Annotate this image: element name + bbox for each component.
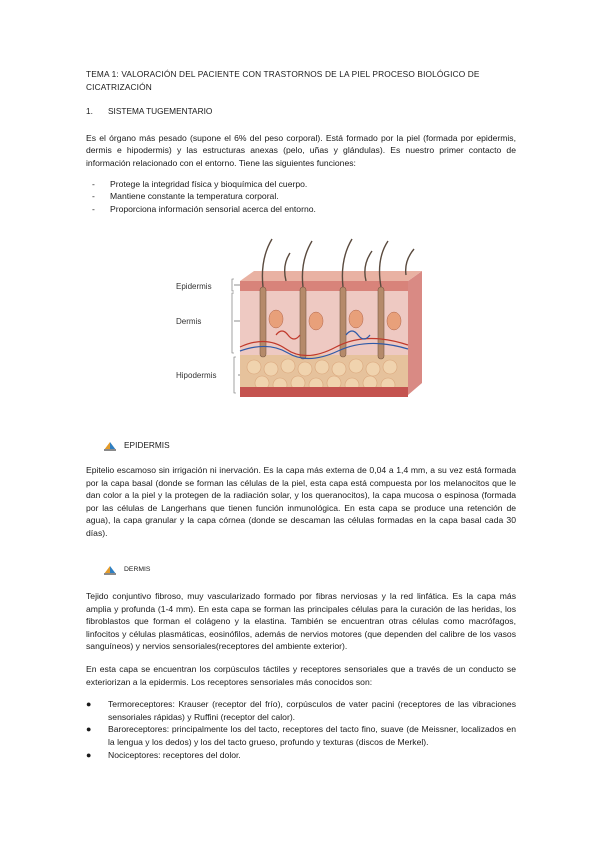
list-item [86, 723, 516, 748]
list-item [86, 749, 516, 762]
dermis-paragraph: Tejido conjuntivo fibroso, muy vascularizado formado por fibras nerviosas y la red linfática. Es la capa más amplia y profunda (1-4 mm). En esta capa se forman las principales células para la curación de las heridas, los fibroblastos que forman el colágeno y la elastina. También se encuentran otras células como macrófagos, linfocitos y células plasmáticas, eosinófilos, además de nervios motores (que dependen del calibre de los vasos sanguíneos) y nervios sensoriales(receptores del ambiente exterior). [86, 591, 516, 652]
epidermis-heading: EPIDERMIS [124, 440, 170, 451]
section-heading-epidermis [104, 439, 516, 452]
block-side [408, 271, 422, 395]
dash-mark: - [92, 203, 95, 214]
bullet-mark: ● [86, 749, 92, 760]
skin-diagram [176, 235, 436, 415]
list-item [86, 203, 516, 216]
muscle-band [240, 387, 408, 397]
dermis-heading: DERMIS [124, 565, 151, 573]
list-item-text: Nociceptores: receptores del dolor. [108, 749, 241, 760]
label-hipodermis: Hipodermis [176, 371, 217, 381]
label-epidermis: Epidermis [176, 282, 212, 292]
list-item-text: Termoreceptores: Krauser (receptor del frío), corpúsculos de vater pacini (receptores de las vibraciones sensoriales rápidas) y Ruffini (receptor del calor). [108, 699, 516, 722]
intro-paragraph: Es el órgano más pesado (supone el 6% del peso corporal). Está formado por la piel (formada por epidermis, dermis e hipodermis) y las estructuras anexas (pelo, uñas y glándulas). Es nuestro primer contacto de información relacionado con el entorno. Tiene las siguientes funciones: [86, 132, 516, 168]
receptors-intro-paragraph: En esta capa se encuentran los corpúsculos táctiles y receptores sensoriales que a través de un conducto se exteriorizan a la epidermis. Los receptores sensoriales más conocidos son: [86, 664, 516, 687]
label-dermis: Dermis [176, 317, 202, 327]
section-heading-dermis [104, 564, 516, 577]
bullet-arrow-icon [104, 565, 116, 575]
list-item-text: Baroreceptores: principalmente los del tacto, receptores del tacto fino, suave (de Meissner, localizados en la lengua y los dedos) y los del tacto grueso, profundo y texturas (discos de Merkel). [108, 724, 516, 748]
document-title: TEMA 1: VALORACIÓN DEL PACIENTE CON TRASTORNOS DE LA PIEL PROCESO BIOLÓGICO DE CICATRIZACIÓN [86, 69, 480, 92]
list-item-text: Protege la integridad física y bioquímica del cuerpo. [110, 178, 308, 189]
dash-mark: - [92, 178, 95, 189]
skin-illustration [176, 235, 436, 415]
list-item-text: Mantiene constante la temperatura corporal. [110, 191, 279, 202]
dash-mark: - [92, 191, 95, 202]
epidermis-paragraph: Epitelio escamoso sin irrigación ni inervación. Es la capa más externa de 0,04 a 1,4 mm, a su vez está formada por la capa basal (donde se forman las células de la piel, esta capa está compuesta por los melanocitos que le dan color a la piel y la protegen de la radiación solar, y los queranocitos), la capa mucosa o espinosa (formada por las células de Langerhans que tienen función inmunológica. En esta capa se produce una retención de agua), la capa granular y la capa córnea (donde se descaman las células formadas en la capa basal cada 30 días). [86, 464, 516, 538]
list-item [86, 698, 516, 723]
bullet-mark: ● [86, 699, 92, 710]
block-top [240, 271, 422, 281]
section-number: 1. [86, 106, 93, 117]
bullet-arrow-icon [104, 441, 116, 451]
bullet-mark: ● [86, 724, 92, 735]
document-body [86, 68, 516, 761]
section-heading-sistema [86, 105, 516, 118]
list-item [86, 190, 516, 203]
section-label: SISTEMA TUGEMENTARIO [108, 106, 213, 117]
list-item-text: Proporciona información sensorial acerca del entorno. [110, 203, 316, 214]
list-item [86, 178, 516, 191]
receptors-list [86, 698, 516, 761]
functions-list [86, 178, 516, 216]
